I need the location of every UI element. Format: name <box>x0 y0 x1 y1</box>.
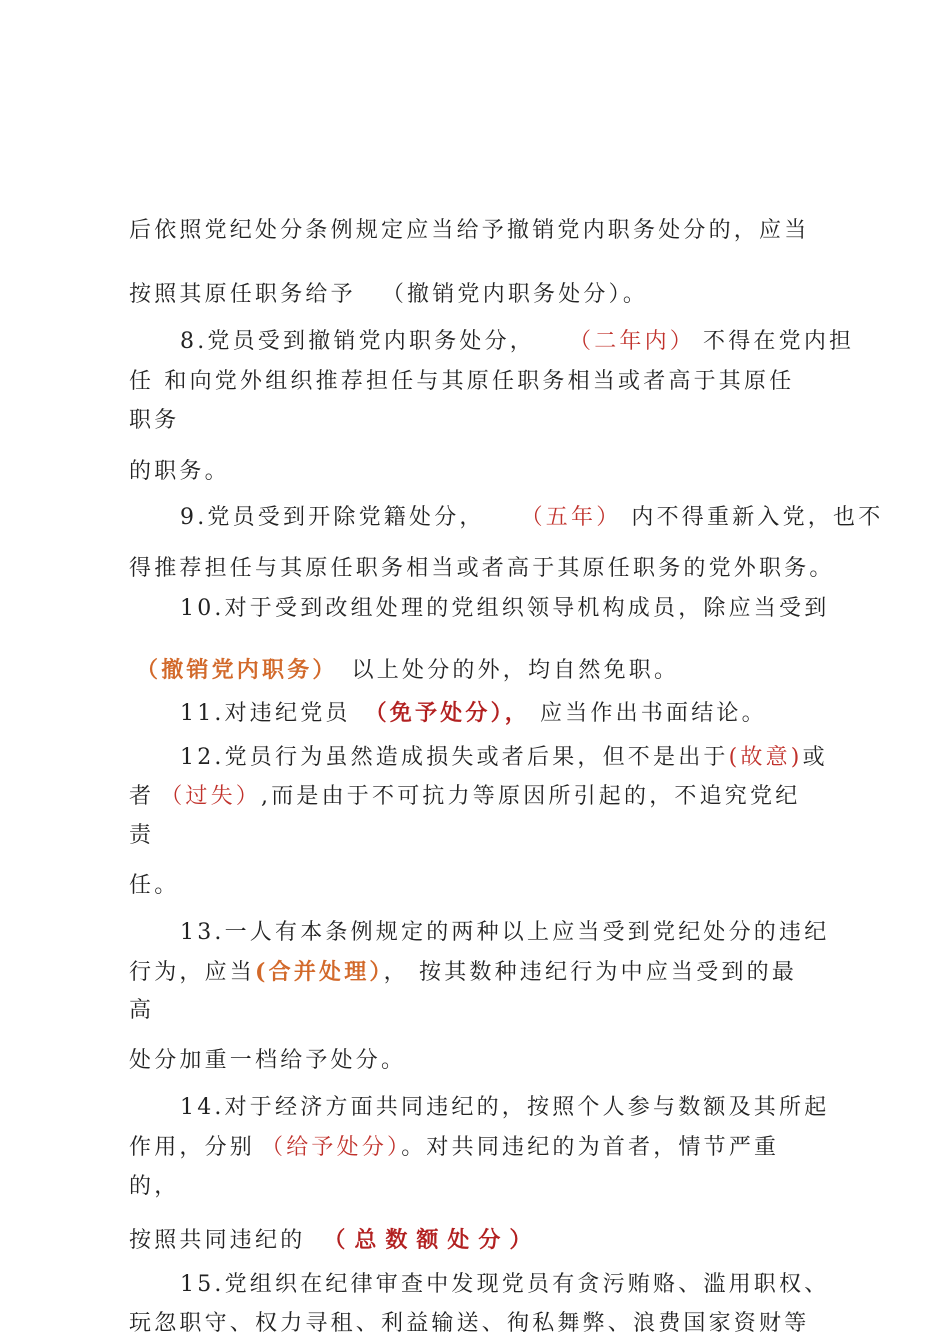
answer-text: (合并处理） <box>255 959 384 985</box>
line-text: 任。 <box>129 873 180 898</box>
line-text: 应当作出书面结论。 <box>540 701 767 726</box>
item-12-line <box>180 743 828 773</box>
text-line <box>129 367 794 397</box>
line-text: 。对共同违纪的为首者，情节严重 <box>401 1135 780 1160</box>
line-text: 不得在党内担 <box>703 329 855 354</box>
text-line <box>129 1172 179 1202</box>
line-text: 9.党员受到开除党籍处分， <box>180 505 485 530</box>
item-14-line <box>180 1093 829 1123</box>
line-text: 按照共同违纪的 <box>129 1228 306 1253</box>
answer-text: （撤销党内职务） <box>136 657 338 683</box>
item-10-line <box>180 594 829 624</box>
line-text: 11.对违纪党员 <box>180 701 351 726</box>
item-15-line <box>180 1270 829 1300</box>
line-text: 15.党组织在纪律审查中发现党员有贪污贿赂、滥用职权、 <box>180 1272 830 1297</box>
answer-text: (故意) <box>728 745 803 770</box>
answer-text: （撤销党内职务处分）。 <box>381 282 649 307</box>
line-text: 的， <box>129 1174 180 1199</box>
line-text: 后依照党纪处分条例规定应当给予撤销党内职务处分的，应当 <box>129 218 810 243</box>
line-text: 处分加重一档给予处分。 <box>129 1048 407 1073</box>
text-line <box>129 1225 540 1256</box>
item-9-line <box>180 503 883 533</box>
line-text: 作用，分别 <box>129 1135 256 1160</box>
text-line <box>129 1046 406 1076</box>
line-text: 者 <box>129 784 155 809</box>
text-line <box>129 406 179 436</box>
answer-text: （总数额处分） <box>323 1227 541 1253</box>
line-text: ， 按其数种违纪行为中应当受到的最 <box>383 960 798 985</box>
text-line <box>129 554 835 584</box>
line-text: 10.对于受到改组处理的党组织领导机构成员，除应当受到 <box>180 596 830 621</box>
text-line <box>129 457 230 487</box>
line-text: 的职务。 <box>129 459 230 484</box>
line-text: 职务 <box>129 408 180 433</box>
answer-text: （二年内） <box>569 329 696 354</box>
line-text: 8.党员受到撤销党内职务处分， <box>180 329 535 354</box>
line-text: 内不得重新入党，也不 <box>631 505 884 530</box>
text-line <box>129 1133 779 1163</box>
line-text: 按照其原任职务给予 <box>129 282 356 307</box>
line-text: 玩忽职守、权力寻租、利益输送、徇私舞弊、浪费国家资财等 <box>129 1311 810 1336</box>
answer-text: （给予处分） <box>261 1135 402 1160</box>
answer-text: （过失） <box>160 784 262 809</box>
text-line <box>129 280 648 310</box>
line-text: 任 和向党外组织推荐担任与其原任职务相当或者高于其原任 <box>129 369 795 394</box>
text-line <box>129 782 800 812</box>
line-text: 13.一人有本条例规定的两种以上应当受到党纪处分的违纪 <box>180 920 830 945</box>
line-text: ,而是由于不可抗力等原因所引起的，不追究党纪 <box>261 784 801 809</box>
text-line <box>129 957 797 988</box>
text-line <box>129 996 154 1026</box>
item-8-line <box>180 327 854 357</box>
text-line <box>129 1309 809 1339</box>
text-line <box>136 655 679 686</box>
item-11-line <box>180 698 767 729</box>
text-line <box>129 821 154 851</box>
line-text: 高 <box>129 998 155 1023</box>
answer-text: （免予处分）， <box>364 700 530 726</box>
line-text: 以上处分的外，均自然免职。 <box>351 658 680 683</box>
line-text: 或 <box>802 745 828 770</box>
line-text: 行为，应当 <box>129 960 256 985</box>
line-text: 责 <box>129 823 155 848</box>
line-text: 14.对于经济方面共同违纪的，按照个人参与数额及其所起 <box>180 1095 830 1120</box>
text-line <box>129 871 179 901</box>
item-13-line <box>180 918 829 948</box>
answer-text: （五年） <box>520 505 622 530</box>
line-text: 得推荐担任与其原任职务相当或者高于其原任职务的党外职务。 <box>129 556 835 581</box>
line-text: 12.党员行为虽然造成损失或者后果，但不是出于 <box>180 745 729 770</box>
text-line <box>129 216 809 246</box>
